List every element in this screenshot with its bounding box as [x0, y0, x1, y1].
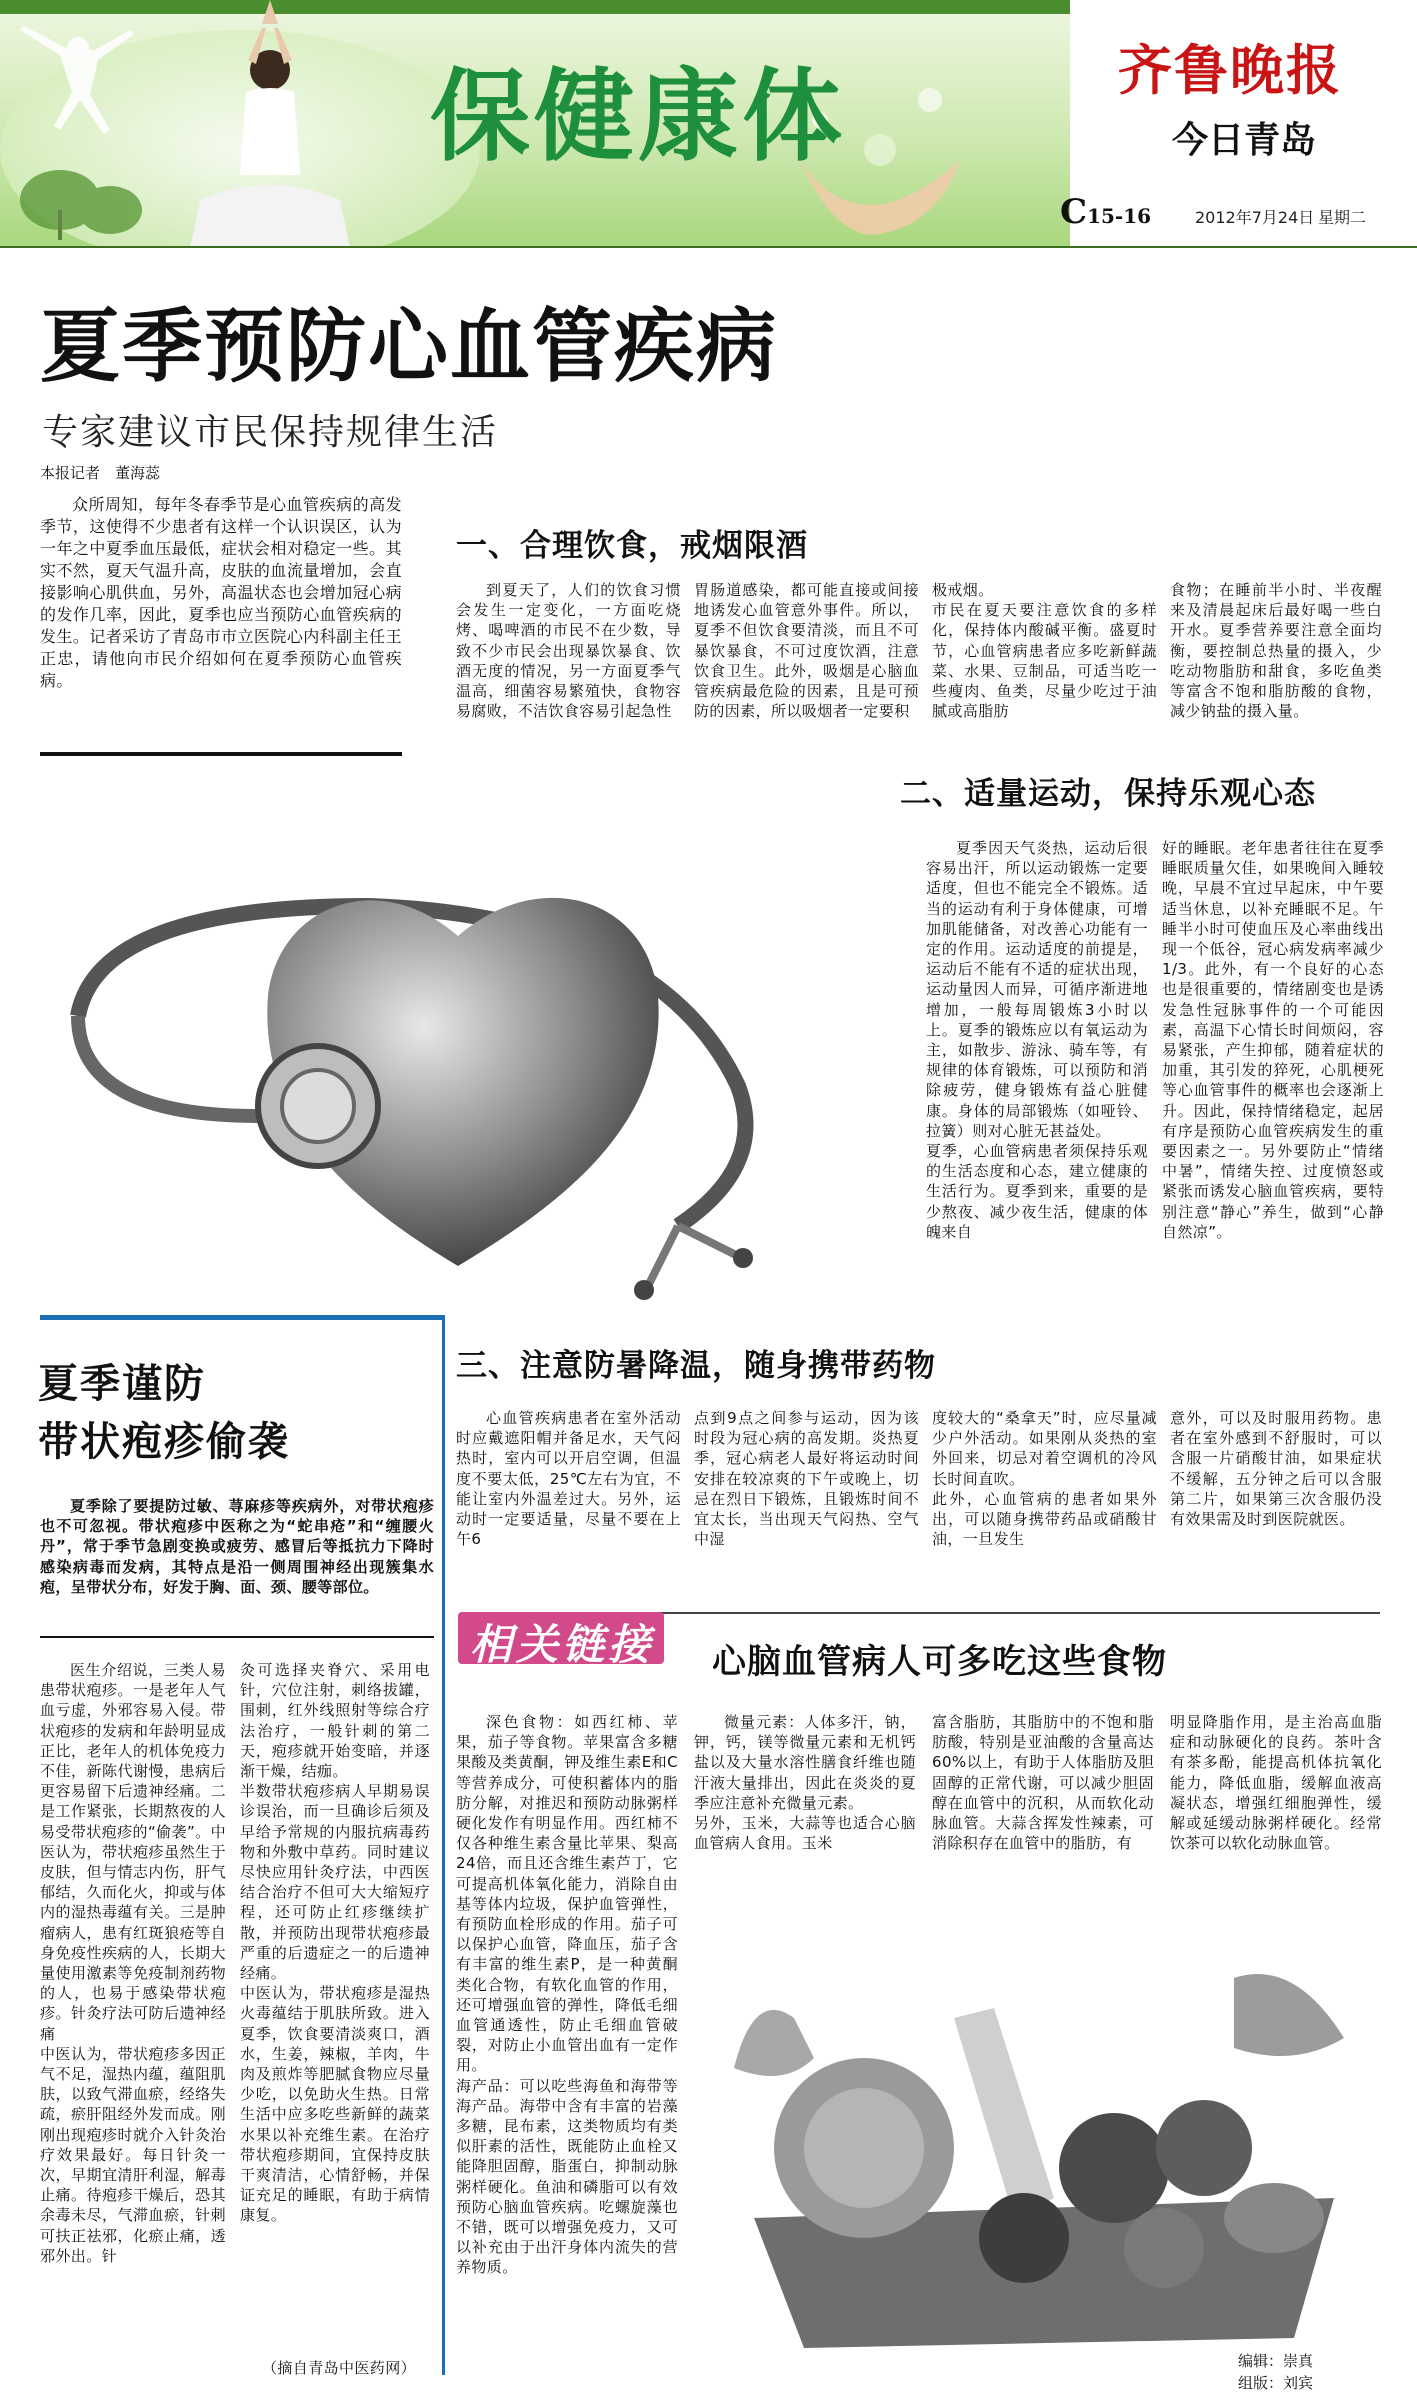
newspaper-name: 齐鲁晚报: [1118, 38, 1342, 102]
sidebar-text-1: 深色食物：如西红柿、苹果，茄子等食物。苹果富含多糖果酸及类黄酮，钾及维生素E和C等营养成分，可使积蓄体内的脂肪分解，对推迟和预防动脉粥样硬化发作有明显作用。西红柿不仅各种维生素含量比苹果、梨高24倍，而且还含维生素芦丁，它可提高机体氧化能力，消除自由基等体内垃圾，保护血管弹性，有预防血栓形成的作用。茄子可以保护心血管，降血压，茄子含有丰富的维生素P，是一种黄酮类化合物，有软化血管的作用，还可增强血管的弹性，降低毛细血管通透性，防止毛细血管破裂，对防止小血管出血有一定作用。 海产品：可以吃些海鱼和海带等海产品。海带中含有丰富的岩藻多糖，昆布素，这类物质均有类似肝素的活性，既能防止血栓又能降胆固醇，脂蛋白，抑制动脉粥样硬化。鱼油和磷脂可以有效预防心脑血管疾病。吃螺旋藻也不错，既可以增强免疫力，又可以补充由于出汗身体内流失的营养物质。: [456, 1713, 678, 2277]
section-3-text-1: 心血管疾病患者在室外活动时应戴遮阳帽并备足水，天气闷热时，室内可以开启空调，但温度不要太低，25℃左右为宜，不能让室内外温差过大。另外，运动时一定要适量，尽量不要在上午6: [456, 1409, 681, 1549]
related-link-tag: 相关链接: [470, 1620, 655, 1669]
article-lead: [40, 494, 402, 692]
issue-weekday: 星期二: [1318, 208, 1367, 227]
section-1-column-3: [932, 580, 1157, 721]
section-3-heading: 三、注意防暑降温，随身携带药物: [456, 1348, 936, 1384]
shingles-side-rule: [442, 1315, 445, 2375]
designer-credit: 组版：刘宾: [1238, 2374, 1314, 2392]
shingles-top-rule: [40, 1315, 442, 1320]
section-3-column-1: [456, 1408, 681, 1549]
section-1-column-4: [1170, 580, 1382, 721]
shingles-lead-text: 夏季除了要提防过敏、荨麻疹等疾病外，对带状疱疹也不可忽视。带状疱疹中医称之为“蛇串疮”和“缠腰火丹”，常于季节急剧变换或疲劳、感冒后等抵抗力下降时感染病毒而发病，其特点是沿一侧周围神经出现簇集水疱，呈带状分布，好发于胸、面、颈、腰等部位。: [40, 1497, 434, 1596]
sidebar-text-4: 明显降脂作用，是主治高血脂症和动脉硬化的良药。茶叶含有茶多酚，能提高机体抗氧化能力，降低血脂，缓解血液高凝状态，增强红细胞弹性，缓解或延缓动脉粥样硬化。经常饮茶可以软化动脉血管。: [1170, 1713, 1382, 1853]
article-subheadline: 专家建议市民保持规律生活: [42, 412, 499, 453]
section-2-text-1: 夏季因天气炎热，运动后很容易出汗，所以运动锻炼一定要适度，但也不能完全不锻炼。适当的运动有利于身体健康，可增加肌能储备，对改善心功能有一定的作用。运动适度的前提是，运动后不能有不适的症状出现，运动量因人而异，可循序渐进地增加，一般每周锻炼3小时以上。夏季的锻炼应以有氧运动为主，如散步、游泳、骑车等，有规律的体育锻炼，可以预防和消除疲劳，健身锻炼有益心脏健康。身体的局部锻炼（如哑铃、拉簧）则对心脏无甚益处。 夏季，心血管病患者须保持乐观的生活态度和心态，建立健康的生活行为。夏季到来，重要的是少熬夜、减少夜生活，健康的体魄来自: [926, 839, 1148, 1241]
sidebar-column-3: [932, 1712, 1154, 1853]
article-headline: 夏季预防心血管疾病: [40, 300, 778, 393]
masthead-banner: [0, 0, 1417, 248]
lead-rule: [40, 752, 402, 756]
article-byline: 本报记者 董海蕊: [40, 464, 161, 482]
section-1-text-2: 胃肠道感染，都可能直接或间接地诱发心血管意外事件。所以，夏季不但饮食要清淡，而且不可暴饮暴食，不可过度饮酒，注意饮食卫生。此外，吸烟是心脑血管疾病最危险的因素，且是可预防的因素，所以吸烟者一定要积: [694, 581, 919, 721]
section-3-text-3: 度较大的“桑拿天”时，应尽量减少户外活动。如果刚从炎热的室外回来，切忌对着空调机的冷风长时间直吹。 此外，心血管病的患者如果外出，可以随身携带药品或硝酸甘油，一旦发生: [932, 1409, 1157, 1549]
issue-date: 2012年7月24日: [1195, 208, 1315, 227]
shingles-source: [262, 2358, 434, 2378]
section-3-column-4: [1170, 1408, 1382, 1529]
sidebar-text-2: 微量元素：人体多汗，钠，钾，钙，镁等微量元素和无机钙盐以及大量水溶性膳食纤维也随汗液大量排出，因此在炎炎的夏季应注意补充微量元素。 另外，玉米，大蒜等也适合心脑血管病人食用。玉米: [694, 1713, 916, 1853]
masthead-rule: [0, 246, 1417, 248]
shingles-title-line-2: 带状疱疹偷袭: [38, 1419, 290, 1465]
section-1-text-3: 极戒烟。 市民在夏天要注意饮食的多样化，保持体内酸碱平衡。盛夏时节，心血管病患者应多吃新鲜蔬菜、水果、豆制品，可适当吃一些瘦肉、鱼类，尽量少吃过于油腻或高脂肪: [932, 581, 1157, 721]
shingles-source-text: （摘自青岛中医药网）: [262, 2359, 417, 2377]
section-1-column-2: [694, 580, 919, 721]
shingles-lead-rule: [40, 1636, 434, 1638]
shingles-column-1: [40, 1660, 226, 2266]
edition-name: 今日青岛: [1172, 119, 1317, 161]
editor-credit: 编辑：崇真: [1238, 2352, 1314, 2370]
shingles-lead: [40, 1496, 434, 1597]
section-2-text-2: 好的睡眠。老年患者往往在夏季睡眠质量欠佳，如果晚间入睡较晚，早晨不宜过早起床，中午要适当休息，以补充睡眠不足。午睡半小时可使血压及心率曲线出现一个低谷，冠心病发病率减少1/3。此外，有一个良好的心态也是很重要的，情绪剧变也是诱发急性冠脉事件的一个可能因素，高温下心情长时间烦闷，容易紧张，产生抑郁，随着症状的加重，其引发的猝死，心肌梗死等心血管事件的概率也会逐渐上升。因此，保持情绪稳定，起居有序是预防心血管疾病发生的重要因素之一。另外要防止“情绪中暑”，情绪失控、过度愤怒或紧张而诱发心脑血管疾病，要特别注意“静心”养生，做到“心静自然凉”。: [1162, 839, 1384, 1241]
article-lead-text: 众所周知，每年冬春季节是心血管疾病的高发季节，这使得不少患者有这样一个认识误区，认为一年之中夏季血压最低，症状会相对稳定一些。其实不然，夏天气温升高，皮肤的血流量增加，会直接影响心肌供血，另外，高温状态也会增加冠心病的发作几率，因此，夏季也应当预防心血管疾病的发生。记者采访了青岛市市立医院心内科副主任王正忠，请他向市民介绍如何在夏季预防心血管疾病。: [40, 495, 402, 690]
section-3-text-2: 点到9点之间参与运动，因为该时段为冠心病的高发期。炎热夏季，冠心病老人最好将运动时间安排在较凉爽的下午或晚上，切忌在烈日下锻炼，且锻炼时间不宜太长，当出现天气闷热、空气中湿: [694, 1409, 919, 1549]
shingles-column-2: [240, 1660, 430, 2226]
column-title: 保健康体: [430, 58, 846, 175]
section-1-heading: 一、合理饮食，戒烟限酒: [456, 528, 808, 564]
sidebar-text-3: 富含脂肪，其脂肪中的不饱和脂肪酸，特别是亚油酸的含量高达60%以上，有助于人体脂肪及胆固醇的正常代谢，可以减少胆固醇在血管中的沉积，从而软化动脉血管。大蒜含挥发性辣素，可消除积存在血管中的脂肪，有: [932, 1713, 1154, 1853]
sidebar-column-2: [694, 1712, 916, 1853]
section-1-text-4: 食物；在睡前半小时、半夜醒来及清晨起床后最好喝一些白开水。夏季营养要注意全面均衡，要控制总热量的摄入，少吃动物脂肪和甜食，多吃鱼类等富含不饱和脂肪酸的食物，减少钠盐的摄入量。: [1170, 581, 1382, 721]
shingles-text-1: 医生介绍说，三类人易患带状疱疹。一是老年人气血亏虚，外邪容易入侵。带状疱疹的发病和年龄明显成正比，老年人的机体免疫力不佳，新陈代谢慢，患病后更容易留下后遗神经痛。二是工作紧张，长期熬夜的人易受带状疱疹的“偷袭”。中医认为，带状疱疹虽然生于皮肤，但与情志内伤，肝气郁结，久而化火，抑或与体内的湿热毒蕴有关。三是肿瘤病人，患有红斑狼疮等自身免疫性疾病的人，长期大量使用激素等免疫制剂药物的人，也易于感染带状疱疹。针灸疗法可防后遗神经痛 中医认为，带状疱疹多因正气不足，湿热内蕴，蕴阻肌肤，以致气滞血瘀，经络失疏，瘀肝阻经外发而成。刚刚出现疱疹时就介入针灸治疗效果最好。每日针灸一次，早期宜清肝利湿，解毒止痛。待疱疹干燥后，恐其余毒未尽，气滞血瘀，针刺可扶正祛邪，化瘀止痛，透邪外出。针: [40, 1661, 226, 2265]
section-1-column-1: [456, 580, 681, 721]
page-number: [1060, 192, 1151, 232]
shingles-text-2: 灸可选择夹脊穴、采用电针，穴位注射，刺络拔罐，围刺，红外线照射等综合疗法治疗，一般针刺的第二天，疱疹就开始变暗，并逐渐干燥，结痂。 半数带状疱疹病人早期易误诊误治，而一旦确诊后须及早给予常规的内服抗病毒药物和外敷中草药。同时建议尽快应用针灸疗法，中西医结合治疗不但可大大缩短疗程，还可防止红疹继续扩散，并预防出现带状疱疹最严重的后遗症之一的后遗神经痛。 中医认为，带状疱疹是湿热火毒蕴结于肌肤所致。进入夏季，饮食要清淡爽口，酒水，生姜，辣椒，羊肉，牛肉及煎炸等肥腻食物应尽量少吃，以免助火生热。日常生活中应多吃些新鲜的蔬菜水果以补充维生素。在治疗带状疱疹期间，宜保持皮肤干爽清洁，心情舒畅，并保证充足的睡眠，有助于病情康复。: [240, 1661, 430, 2225]
section-3-column-3: [932, 1408, 1157, 1549]
section-2-column-2: [1162, 838, 1384, 1242]
section-2-column-1: [926, 838, 1148, 1242]
sidebar-top-rule: [660, 1612, 1380, 1614]
sidebar-title: 心脑血管病人可多吃这些食物: [712, 1642, 1167, 1682]
shingles-title: [38, 1355, 290, 1471]
section-3-text-4: 意外，可以及时服用药物。患者在室外感到不舒服时，可以含服一片硝酸甘油，如果症状不缓解，五分钟之后可以含服第二片，如果第三次含服仍没有效果需及时到医院就医。: [1170, 1409, 1382, 1529]
shingles-title-line-1: 夏季谨防: [38, 1361, 206, 1407]
heart-stethoscope-photo: [38, 786, 918, 1308]
page-letter: C: [1060, 192, 1088, 232]
section-3-column-2: [694, 1408, 919, 1549]
page-range: 15-16: [1087, 204, 1152, 228]
section-2-heading: 二、适量运动，保持乐观心态: [900, 776, 1316, 812]
sidebar-column-4: [1170, 1712, 1382, 1853]
sidebar-column-1: [456, 1712, 678, 2278]
vegetables-photo: [694, 1898, 1384, 2368]
section-1-text-1: 到夏天了，人们的饮食习惯会发生一定变化，一方面吃烧烤、喝啤酒的市民不在少数，导致不少市民会出现暴饮暴食、饮酒无度的情况，另一方面夏季气温高，细菌容易繁殖快，食物容易腐败，不洁饮食容易引起急性: [456, 581, 681, 721]
